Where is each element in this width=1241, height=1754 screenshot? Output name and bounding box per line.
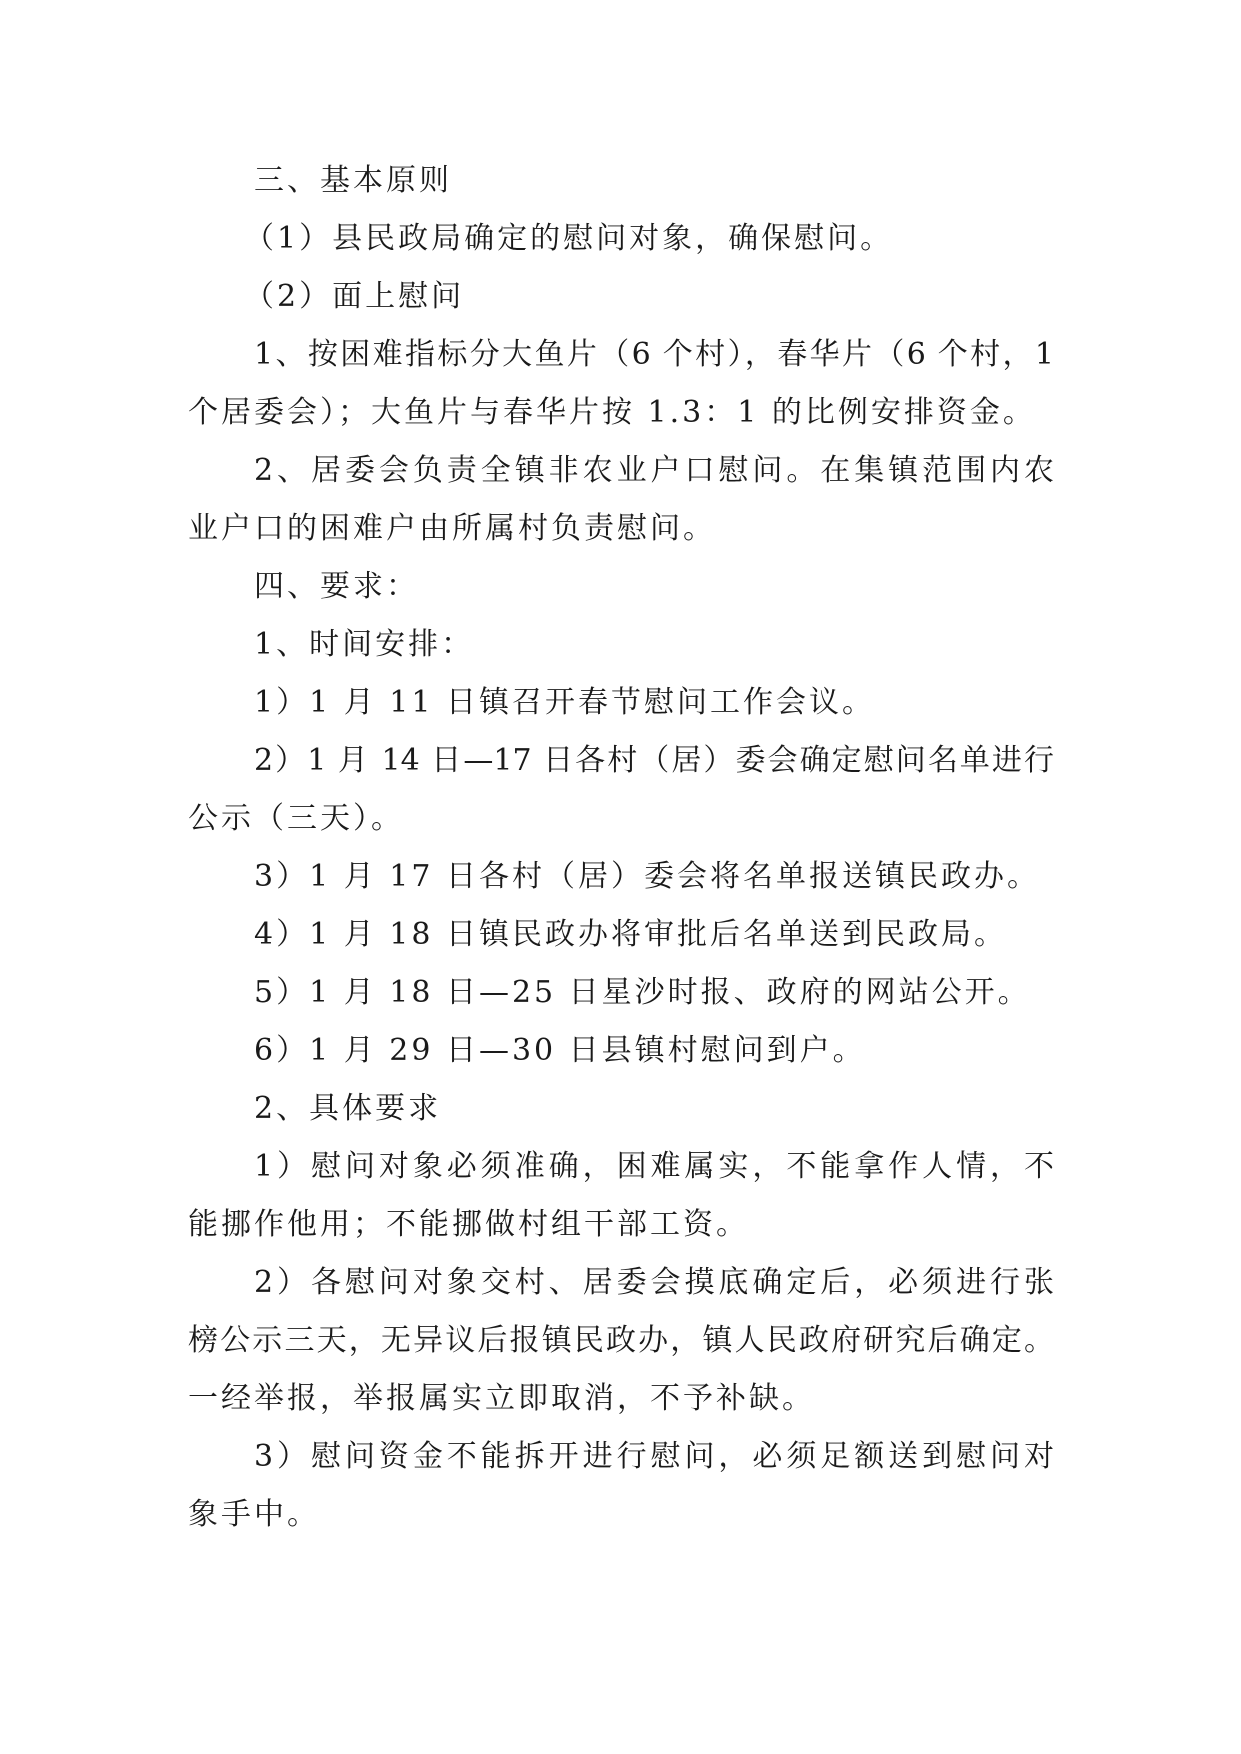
section-heading-requirements: 四、要求： xyxy=(254,569,419,604)
paragraph-line: 4）1 月 18 日镇民政办将审批后名单送到民政局。 xyxy=(254,917,1007,952)
section-heading-principles: 三、基本原则 xyxy=(254,163,452,198)
paragraph-line: 1、按困难指标分大鱼片（6 个村），春华片（6 个村，1 xyxy=(254,337,1054,372)
paragraph-line: 2）各慰问对象交村、居委会摸底确定后，必须进行张 xyxy=(254,1265,1054,1300)
paragraph-line: 榜公示三天，无异议后报镇民政办，镇人民政府研究后确定。 xyxy=(188,1323,1054,1358)
paragraph-line: 能挪作他用；不能挪做村组干部工资。 xyxy=(188,1207,749,1242)
paragraph-line: 象手中。 xyxy=(188,1497,320,1532)
paragraph-line: 6）1 月 29 日—30 日县镇村慰问到户。 xyxy=(254,1033,866,1068)
subsection-heading-schedule: 1、时间安排： xyxy=(254,627,475,662)
paragraph-line: 3）慰问资金不能拆开进行慰问，必须足额送到慰问对 xyxy=(254,1439,1054,1474)
paragraph-line: 1）慰问对象必须准确，困难属实，不能拿作人情，不 xyxy=(254,1149,1054,1184)
document-body xyxy=(188,152,1054,1544)
paragraph-line: 个居委会）；大鱼片与春华片按 1.3：1 的比例安排资金。 xyxy=(188,395,1036,430)
paragraph-line: 业户口的困难户由所属村负责慰问。 xyxy=(188,511,716,546)
paragraph-line: 公示（三天）。 xyxy=(188,801,404,836)
paragraph-line: （1）县民政局确定的慰问对象，确保慰问。 xyxy=(244,221,894,256)
paragraph-line: 1）1 月 11 日镇召开春节慰问工作会议。 xyxy=(254,685,875,720)
paragraph-line: 3）1 月 17 日各村（居）委会将名单报送镇民政办。 xyxy=(254,859,1040,894)
paragraph-line: （2）面上慰问 xyxy=(244,279,465,314)
paragraph-line: 5）1 月 18 日—25 日星沙时报、政府的网站公开。 xyxy=(254,975,1031,1010)
subsection-heading-specific: 2、具体要求 xyxy=(254,1091,442,1126)
paragraph-line: 2、居委会负责全镇非农业户口慰问。在集镇范围内农 xyxy=(254,453,1054,488)
paragraph-line: 2）1 月 14 日—17 日各村（居）委会确定慰问名单进行 xyxy=(254,743,1054,778)
paragraph-line: 一经举报，举报属实立即取消，不予补缺。 xyxy=(188,1381,815,1416)
